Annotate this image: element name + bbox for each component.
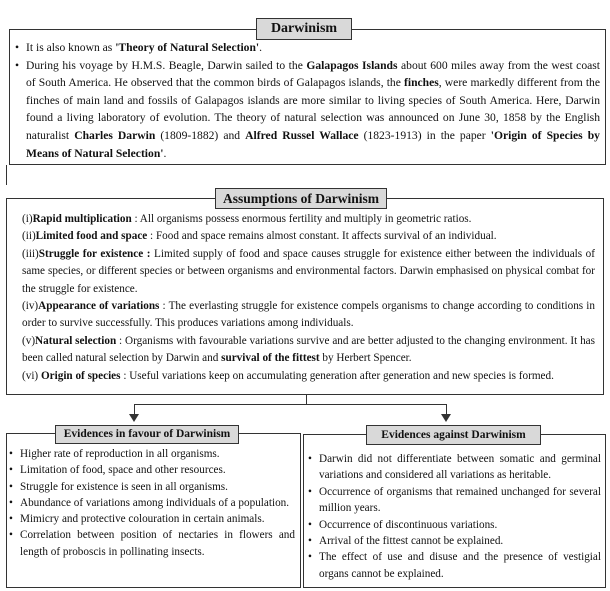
against-list [308, 451, 601, 582]
branch-line [306, 395, 307, 404]
connector-line [6, 165, 7, 185]
assumptions-text [22, 211, 595, 385]
connector-line [6, 178, 7, 179]
assumptions-title: Assumptions of Darwinism [215, 188, 387, 209]
against-item: • Darwin did not differentiate between somatic and germinal variations and considered all variations as heritable. [308, 451, 601, 484]
assumption-2: (ii)Limited food and space : Food and space remains almost constant. It affects survival of an individual. [22, 230, 497, 243]
favour-item: • Struggle for existence is seen in all organisms. [9, 479, 295, 495]
assumption-5: (v)Natural selection : Organisms with favourable variations survive and are better adjusted to the changing environment. It has been called natural selection by Darwin and survival of the fittest by Herbert Spencer. [22, 334, 595, 365]
darwinism-title: Darwinism [256, 18, 352, 40]
favour-item: • Mimicry and protective colouration in certain animals. [9, 511, 295, 527]
against-item: • Occurrence of discontinuous variations. [308, 517, 601, 533]
arrow-down-icon [441, 414, 451, 422]
favour-item: • Higher rate of reproduction in all organisms. [9, 446, 295, 462]
against-item: • Occurrence of organisms that remained unchanged for several million years. [308, 484, 601, 517]
favour-title: Evidences in favour of Darwinism [55, 425, 239, 444]
darwinism-bullet-1: • It is also known as 'Theory of Natural Selection'. [15, 39, 600, 57]
favour-item: • Limitation of food, space and other resources. [9, 462, 295, 478]
against-item: • The effect of use and disuse and the presence of vestigial organs cannot be explained. [308, 549, 601, 582]
favour-item: • Abundance of variations among individuals of a population. [9, 495, 295, 511]
favour-list [9, 446, 295, 560]
assumption-3: (iii)Struggle for existence : Limited supply of food and space causes struggle for existence either between the individuals of same species, or different species or between organisms and environmental factors. Darwin emphasised on physical combat for the struggle for existence. [22, 247, 595, 295]
against-item: • Arrival of the fittest cannot be explained. [308, 533, 601, 549]
darwinism-text [15, 39, 600, 162]
arrow-down-icon [129, 414, 139, 422]
branch-line [134, 404, 447, 405]
assumption-4: (iv)Appearance of variations : The everlasting struggle for existence compels organisms to change according to conditions in order to survive successfully. This produces variations among individuals. [22, 300, 595, 330]
favour-item: • Correlation between position of nectaries in flowers and length of proboscis in pollinating insects. [9, 527, 295, 560]
assumption-6: (vi) Origin of species : Useful variations keep on accumulating generation after generation and new species is formed. [22, 369, 554, 382]
assumption-1: (i)Rapid multiplication : All organisms possess enormous fertility and multiply in geometric ratios. [22, 213, 472, 225]
against-title: Evidences against Darwinism [366, 425, 541, 445]
darwinism-bullet-2: • During his voyage by H.M.S. Beagle, Darwin sailed to the Galapagos Islands about 600 miles away from the west coast of South America. He observed that the common birds of Galapagos islands, the finches, were markedly different from the finches of main land and fossils of Galapagos islands are more similar to living species of South America. Here, Darwin found a living laboratory of evolution. The theory of natural selection was announced on June 30, 1858 by the English naturalist Charles Darwin (1809-1882) and Alfred Russel Wallace (1823-1913) in the paper 'Origin of Species by Means of Natural Selection'. [15, 57, 600, 163]
